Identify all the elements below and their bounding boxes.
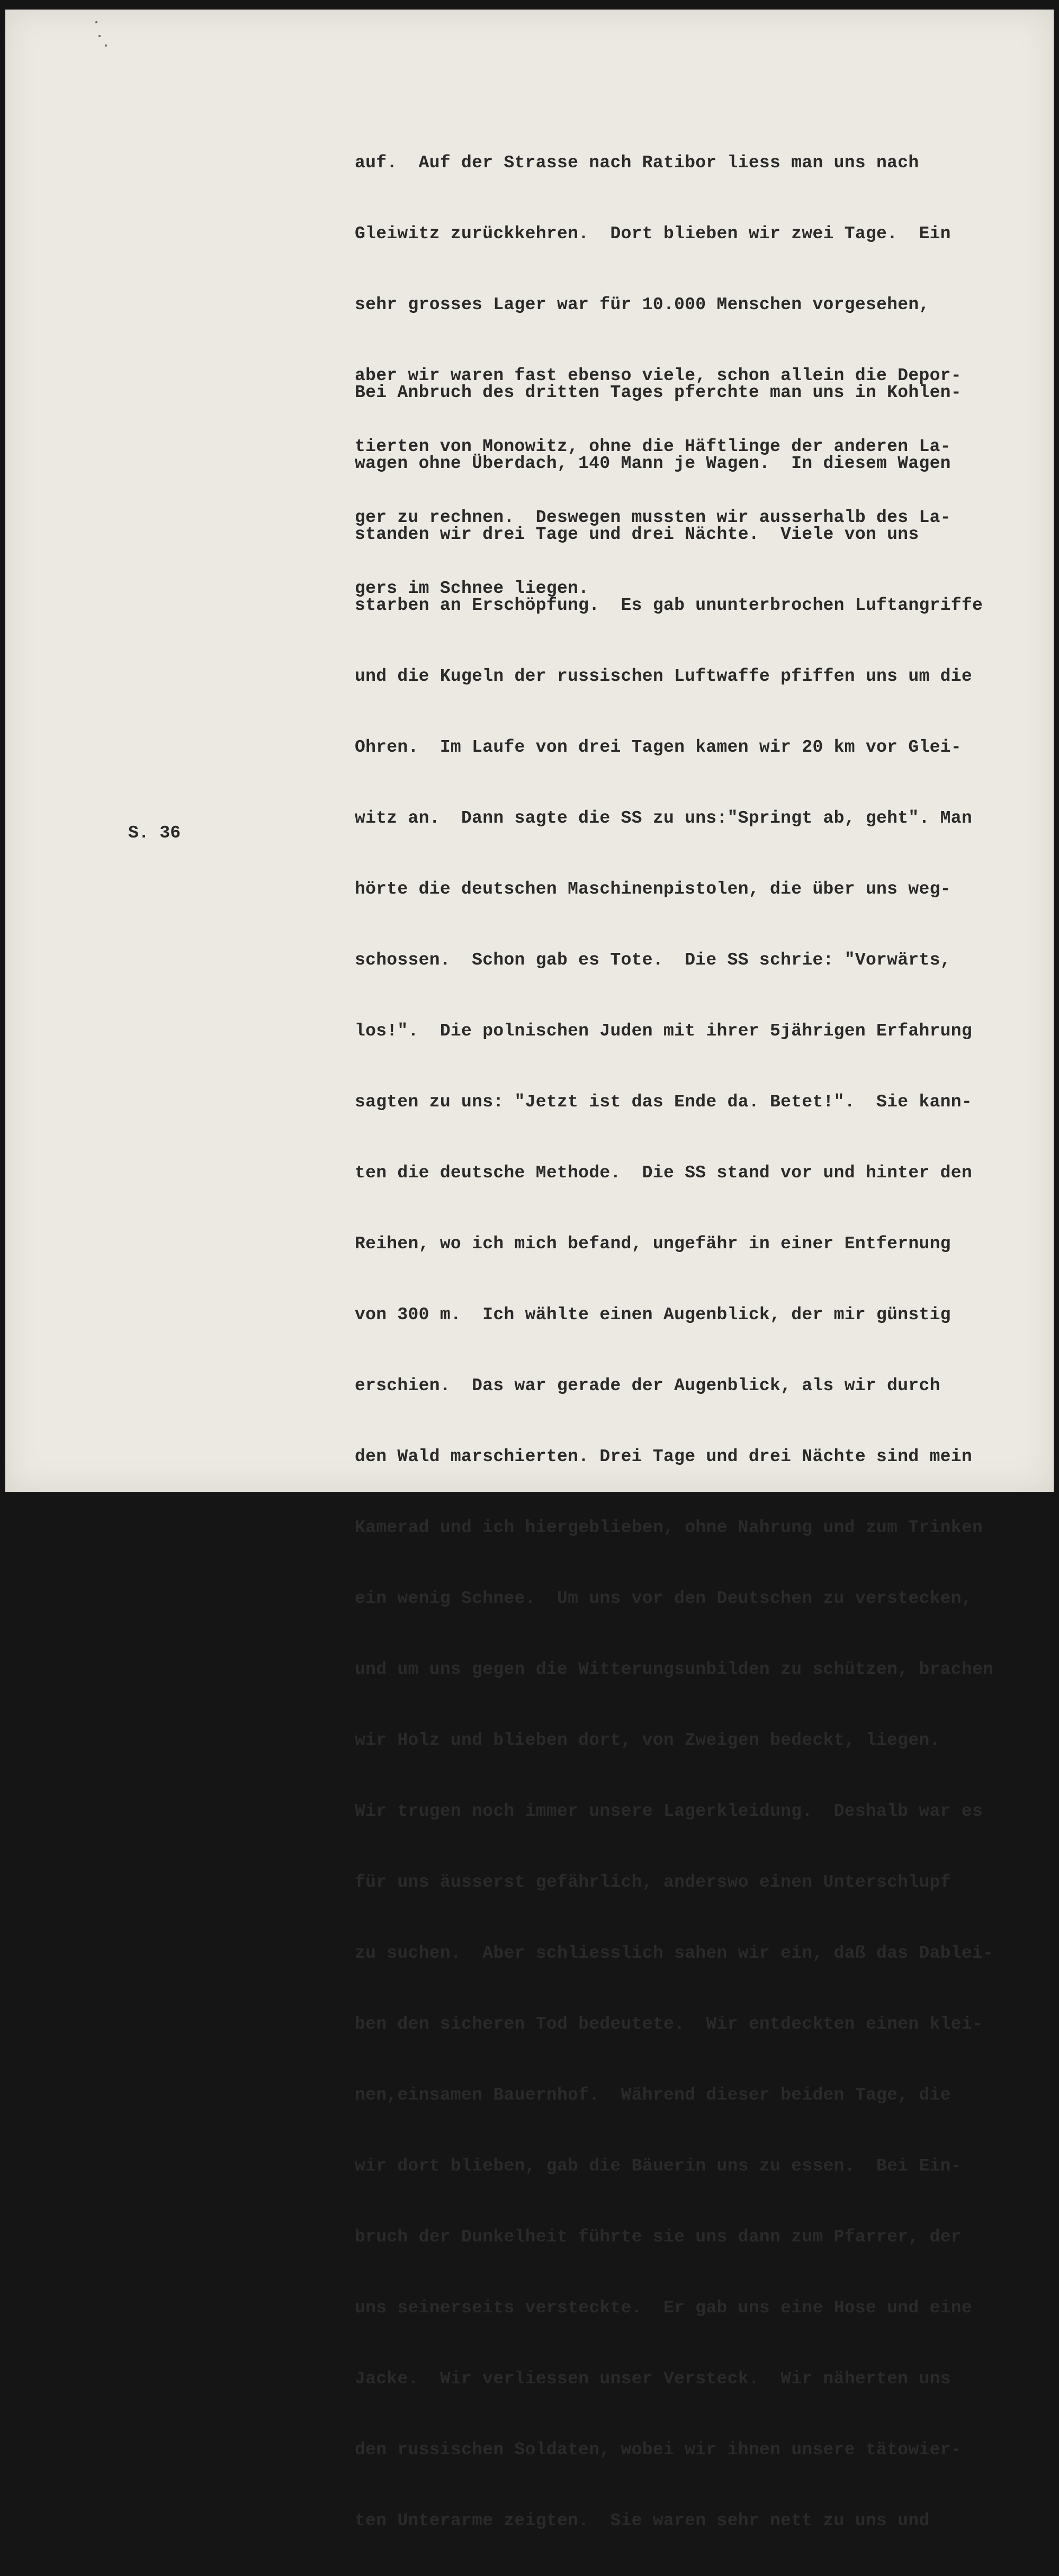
text-line: ten Unterarme zeigten. Sie waren sehr nett zu uns und [355, 2511, 930, 2530]
text-line: erschien. Das war gerade der Augenblick, als wir durch [355, 1376, 940, 1395]
paper-speck [98, 35, 101, 37]
text-line: Reihen, wo ich mich befand, ungefähr in einer Entfernung [355, 1234, 951, 1254]
text-line: tierten von Monowitz, ohne die Häftlinge der anderen La- [355, 437, 951, 456]
text-line: zu suchen. Aber schliesslich sahen wir ein, daß das Dablei- [355, 1943, 994, 1963]
typewritten-page [5, 10, 1054, 2530]
text-line: Gleiwitz zurückkehren. Dort blieben wir zwei Tage. Ein [355, 224, 951, 244]
text-line: bruch der Dunkelheit führte sie uns dann zum Pfarrer, der [355, 2227, 962, 2247]
text-line: wir Holz und blieben dort, von Zweigen bedeckt, liegen. [355, 1731, 940, 1750]
text-line: für uns äusserst gefährlich, anderswo einen Unterschlupf [355, 1872, 951, 1892]
text-line: witz an. Dann sagte die SS zu uns:"Springt ab, geht". Man [355, 808, 972, 828]
text-line: und die Kugeln der russischen Luftwaffe pfiffen uns um die [355, 666, 972, 686]
text-line: auf. Auf der Strasse nach Ratibor liess man uns nach [355, 153, 919, 173]
text-line: sehr grosses Lager war für 10.000 Menschen vorgesehen, [355, 295, 930, 314]
text-line: gers im Schnee liegen. [355, 579, 589, 598]
text-line: Bei Anbruch des dritten Tages pferchte man uns in Kohlen- [355, 383, 962, 402]
text-line: aber wir waren fast ebenso viele, schon allein die Depor- [355, 366, 962, 385]
text-line: ben den sicheren Tod bedeutete. Wir entdeckten einen klei- [355, 2014, 983, 2034]
text-line: und um uns gegen die Witterungsunbilden zu schützen, brachen [355, 1660, 994, 1679]
text-line: Wir trugen noch immer unsere Lagerkleidung. Deshalb war es [355, 1802, 983, 1821]
text-line: standen wir drei Tage und drei Nächte. Viele von uns [355, 525, 919, 544]
text-line: Kamerad und ich hiergeblieben, ohne Nahrung und zum Trinken [355, 1518, 983, 1537]
text-line: schossen. Schon gab es Tote. Die SS schrie: "Vorwärts, [355, 950, 951, 970]
text-line: ten die deutsche Methode. Die SS stand vor und hinter den [355, 1163, 972, 1183]
text-line: den Wald marschierten. Drei Tage und drei Nächte sind mein [355, 1447, 972, 1466]
paper-speck [105, 44, 107, 47]
paper-speck [95, 21, 97, 23]
text-line: wir dort blieben, gab die Bäuerin uns zu essen. Bei Ein- [355, 2156, 962, 2176]
text-line: los!". Die polnischen Juden mit ihrer 5jährigen Erfahrung [355, 1021, 972, 1041]
text-line: von 300 m. Ich wählte einen Augenblick, der mir günstig [355, 1305, 951, 1325]
text-line: den russischen Soldaten, wobei wir ihnen unsere tätowier- [355, 2440, 962, 2460]
text-line: hörte die deutschen Maschinenpistolen, die über uns weg- [355, 879, 951, 899]
text-line: uns seinerseits versteckte. Er gab uns eine Hose und eine [355, 2298, 972, 2318]
text-line: Ohren. Im Laufe von drei Tagen kamen wir 20 km vor Glei- [355, 737, 962, 757]
text-line: ein wenig Schnee. Um uns vor den Deutschen zu verstecken, [355, 1589, 972, 1608]
text-line: Jacke. Wir verliessen unser Versteck. Wir näherten uns [355, 2369, 951, 2389]
paragraph-2 [355, 338, 1054, 2576]
text-line: ger zu rechnen. Deswegen mussten wir ausserhalb des La- [355, 508, 951, 527]
text-line: nen,einsamen Bauernhof. Während dieser beiden Tage, die [355, 2085, 951, 2105]
text-line: sagten zu uns: "Jetzt ist das Ende da. Betet!". Sie kann- [355, 1092, 972, 1112]
text-line: wagen ohne Überdach, 140 Mann je Wagen. In diesem Wagen [355, 454, 951, 473]
margin-page-reference: S. 36 [128, 823, 181, 843]
text-line: starben an Erschöpfung. Es gab ununterbrochen Luftangriffe [355, 596, 983, 615]
